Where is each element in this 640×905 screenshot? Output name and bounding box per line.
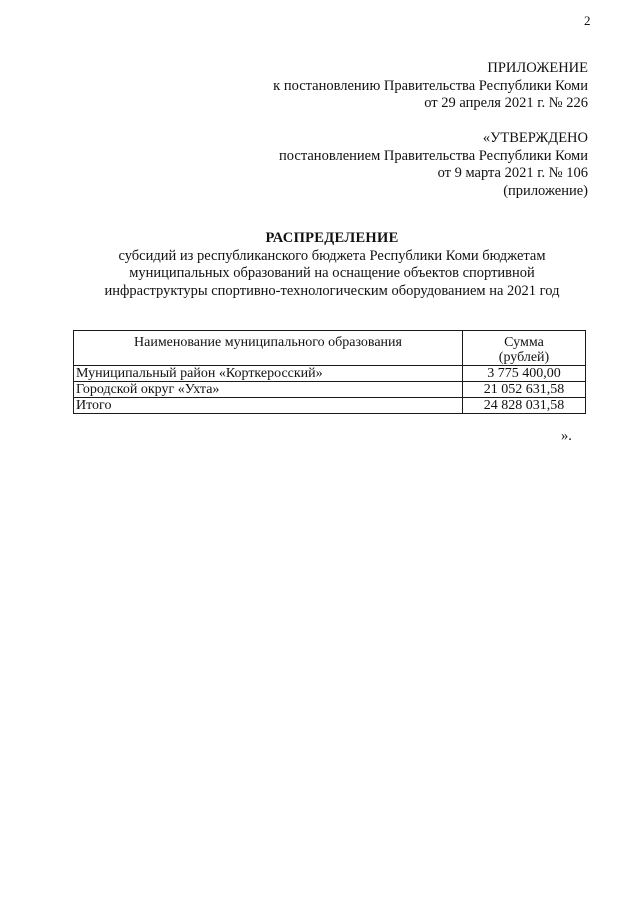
distribution-table: [73, 330, 586, 414]
heading-line-3: инфраструктуры спортивно-технологическим оборудованием на 2021 год: [104, 282, 560, 299]
approved-line-2: от 9 марта 2021 г. № 106: [437, 165, 588, 181]
appendix-block: [273, 60, 588, 113]
column-header-sum-line-2: (рублей): [498, 350, 550, 365]
row-name: Городской округ «Ухта»: [74, 382, 463, 398]
document-heading: [60, 230, 604, 300]
heading-line-2: муниципальных образований на оснащение объектов спортивной: [129, 265, 535, 281]
approved-block: [279, 130, 588, 200]
approved-line-3: (приложение): [503, 182, 588, 199]
column-header-sum-line-1: Сумма: [504, 335, 544, 350]
appendix-line-2: от 29 апреля 2021 г. № 226: [424, 95, 588, 111]
page-number: 2: [584, 13, 591, 28]
appendix-title: ПРИЛОЖЕНИЕ: [487, 60, 588, 76]
table-row: [74, 382, 586, 398]
table-row-total: [74, 398, 586, 414]
appendix-line-1: к постановлению Правительства Республики Коми: [273, 77, 588, 94]
approved-title: «УТВЕРЖДЕНО: [482, 130, 588, 146]
closing-quote-mark: ».: [561, 428, 572, 444]
heading-line-1: субсидий из республиканского бюджета Республики Коми бюджетам: [118, 247, 546, 264]
column-header-sum: [463, 331, 586, 366]
table-row: [74, 366, 586, 382]
row-name: Итого: [74, 398, 463, 414]
row-sum: 24 828 031,58: [463, 398, 586, 414]
row-name: Муниципальный район «Корткеросский»: [74, 366, 463, 382]
approved-line-1: постановлением Правительства Республики Коми: [279, 147, 588, 164]
row-sum: 21 052 631,58: [463, 382, 586, 398]
column-header-name: Наименование муниципального образования: [74, 331, 463, 366]
table-header-row: [74, 331, 586, 366]
document-title: РАСПРЕДЕЛЕНИЕ: [265, 230, 399, 246]
row-sum: 3 775 400,00: [463, 366, 586, 382]
